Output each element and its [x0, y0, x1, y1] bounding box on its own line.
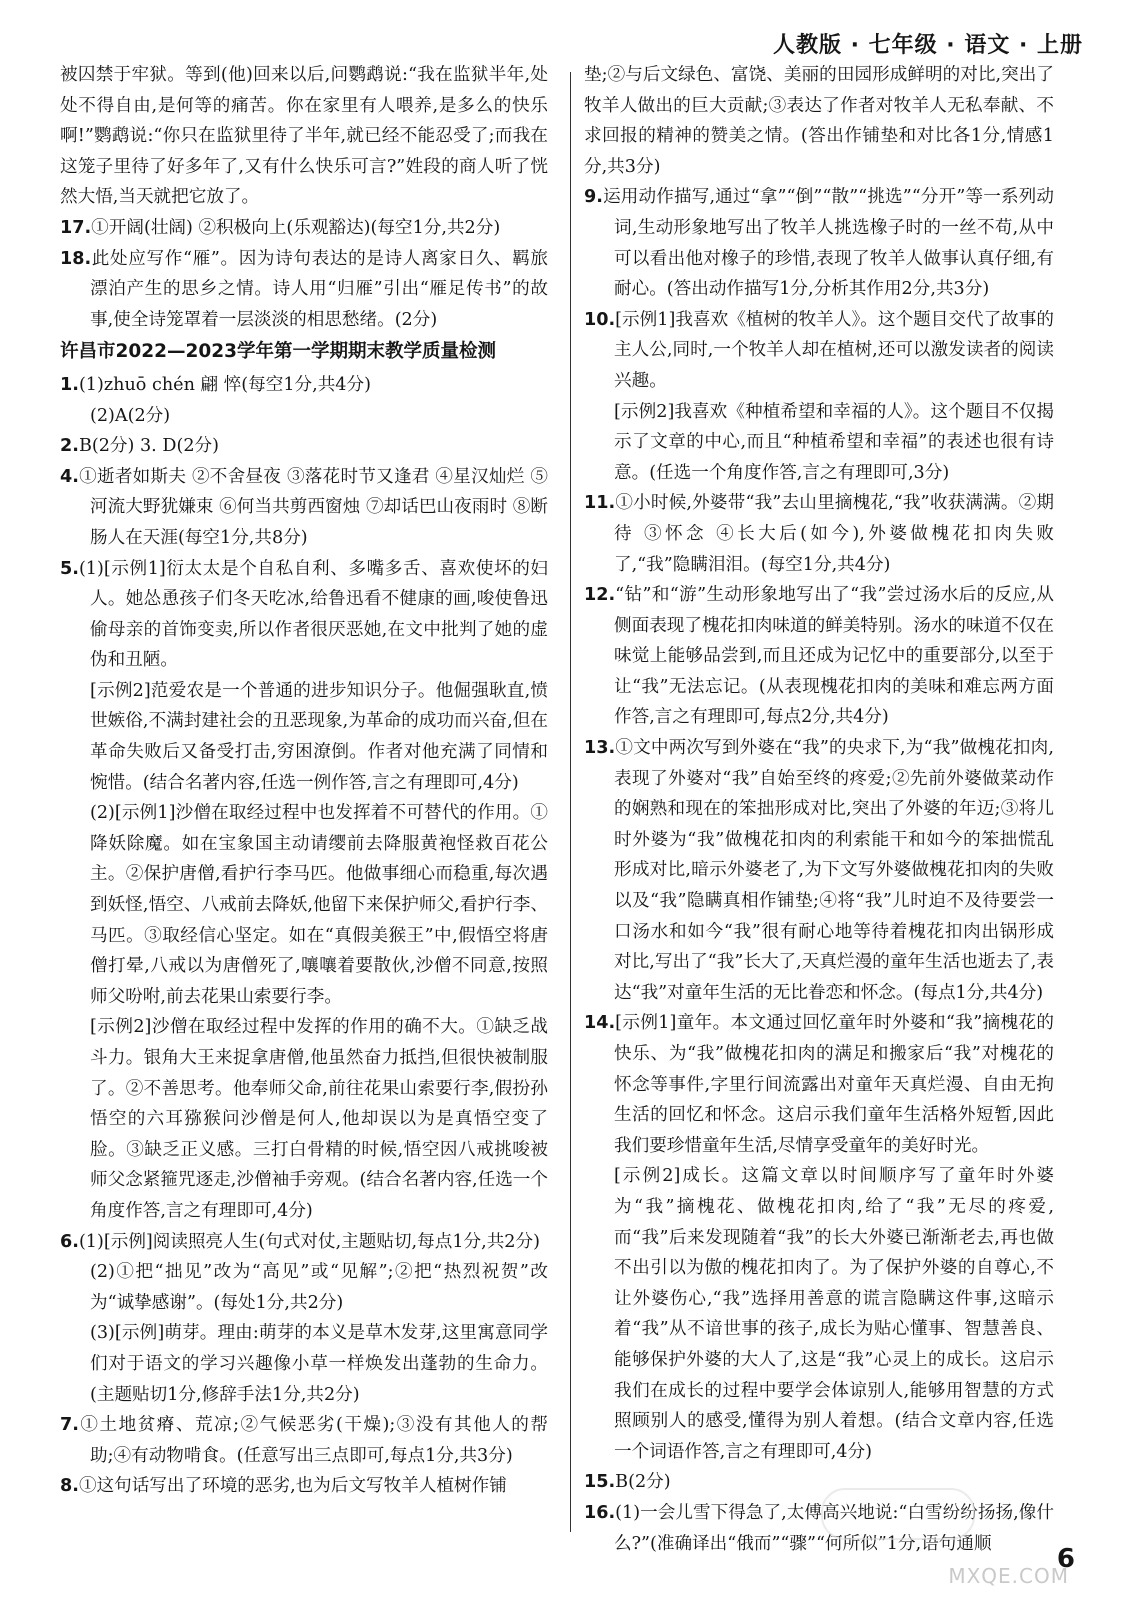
answer-subitem: (2)A(2分): [90, 405, 171, 426]
question-number: 8.: [60, 1476, 79, 1497]
answer-item: [60, 431, 548, 462]
answer-subitem: [示例2]范爱农是一个普通的进步知识分子。他倔强耿直,愤世嫉俗,不满封建社会的丑恶现象,为革命的成功而兴奋,但在革命失败后又备受打击,穷困潦倒。作者对他充满了同情和惋惜。(结合名著内容,任选一例作答,言之有理即可,4分): [90, 680, 548, 793]
question-number: 11.: [584, 493, 616, 514]
question-number: 16.: [584, 1502, 616, 1523]
answer-item: [584, 1008, 1054, 1161]
page-header: 人教版 · 七年级 · 语文 · 上册: [772, 33, 1083, 58]
answer-item: [60, 554, 548, 676]
answer-text: “钻”和“游”生动形象地写出了“我”尝过汤水后的反应,从侧面表现了槐花扣肉味道的鲜美特别。汤水的味道不仅在味觉上能够品尝到,而且还成为记忆中的重要部分,以至于让“我”无法忘记。(从表现槐花扣肉的美味和难忘两方面作答,言之有理即可,每点2分,共4分): [614, 585, 1054, 728]
continued-text: 垫;②与后文绿色、富饶、美丽的田园形成鲜明的对比,突出了牧羊人做出的巨大贡献;③表达了作者对牧羊人无私奉献、不求回报的精神的赞美之情。(答出作铺垫和对比各1分,情感1分,共3分): [584, 65, 1054, 177]
question-number: 9.: [584, 187, 603, 208]
continued-text: 被囚禁于牢狱。等到(他)回来以后,问鹦鹉说:“我在监狱半年,处处不得自由,是何等的痛苦。你在家里有人喂养,是多么的快乐啊!”鹦鹉说:“你只在监狱里待了半年,就已经不能忍受了;而我在这笼子里待了好多年了,又有什么快乐可言?”姓段的商人听了恍然大悟,当天就把它放了。: [60, 65, 548, 208]
answer-text: 此处应写作“雁”。因为诗句表达的是诗人离家日久、羁旅漂泊产生的思乡之情。诗人用“归雁”引出“雁足传书”的故事,使全诗笼罩着一层淡淡的相思愁绪。(2分): [90, 248, 548, 330]
question-number: 1.: [60, 374, 79, 395]
question-number: 18.: [60, 248, 92, 269]
question-number: 5.: [60, 558, 79, 579]
answer-item: [584, 580, 1054, 733]
answer-text: (1)[示例1]衍太太是个自私自利、多嘴多舌、喜欢使坏的妇人。她怂恿孩子们冬天吃冰,给鲁迅看不健康的画,唆使鲁迅偷母亲的首饰变卖,所以作者很厌恶她,在文中批判了她的虚伪和丑陋。: [78, 558, 548, 671]
answer-item: [60, 244, 548, 336]
answer-subitem: [示例2]成长。这篇文章以时间顺序写了童年时外婆为“我”摘槐花、做槐花扣肉,给了“我”无尽的疼爱,而“我”后来发现随着“我”的长大外婆已渐渐老去,再也做不出引以为傲的槐花扣肉了。为了保护外婆的自尊心,不让外婆伤心,“我”选择用善意的谎言隐瞒这件事,这暗示着“我”从不谙世事的孩子,成长为贴心懂事、智慧善良、能够保护外婆的大人了,这是“我”心灵上的成长。这启示我们在成长的过程中要学会体谅别人,能够用智慧的方式照顾别人的感受,懂得为别人着想。(结合文章内容,任选一个词语作答,言之有理即可,4分): [614, 1166, 1054, 1462]
answer-item: [60, 1227, 548, 1258]
question-number: 7.: [60, 1415, 79, 1436]
question-number: 17.: [60, 217, 92, 238]
column-divider: [570, 72, 571, 1532]
answer-subitem: (2)①把“拙见”改为“高见”或“见解”;②把“热烈祝贺”改为“诚挚感谢”。(每处1分,共2分): [90, 1262, 548, 1313]
answer-item: [584, 1498, 1054, 1559]
answer-item: [584, 733, 1054, 1008]
answer-subitem: (3)[示例]萌芽。理由:萌芽的本义是草木发芽,这里寓意同学们对于语文的学习兴趣像小草一样焕发出蓬勃的生命力。(主题贴切1分,修辞手法1分,共2分): [90, 1323, 548, 1405]
answer-item: [584, 305, 1054, 397]
answer-item: [584, 1467, 1054, 1498]
answer-item: [60, 1471, 548, 1502]
answer-text: ①文中两次写到外婆在“我”的央求下,为“我”做槐花扣肉,表现了外婆对“我”自始至终的疼爱;②先前外婆做菜动作的娴熟和现在的笨拙形成对比,突出了外婆的年迈;③将儿时外婆为“我”做槐花扣肉的利索能干和如今的笨拙慌乱形成对比,暗示外婆老了,为下文写外婆做槐花扣肉的失败以及“我”隐瞒真相作铺垫;④将“我”儿时迫不及待要尝一口汤水和如今“我”很有耐心地等待着槐花扣肉出锅形成对比,写出了“我”长大了,天真烂漫的童年生活也逝去了,表达“我”对童年生活的无比眷恋和怀念。(每点1分,共4分): [614, 738, 1054, 1003]
watermark: MXQE.COM: [948, 1564, 1069, 1588]
answer-subitem: (2)[示例1]沙僧在取经过程中也发挥着不可替代的作用。①降妖除魔。如在宝象国主动请缨前去降服黄袍怪救百花公主。②保护唐僧,看护行李马匹。他做事细心而稳重,每次遇到妖怪,悟空、八戒前去降妖,他留下来保护师父,看护行李、马匹。③取经信心坚定。如在“真假美猴王”中,假悟空将唐僧打晕,八戒以为唐僧死了,嚷嚷着要散伙,沙僧不同意,按照师父吩咐,前去花果山索要行李。: [90, 803, 548, 1007]
watermark-seal-icon: [821, 1488, 975, 1540]
answer-text: ①小时候,外婆带“我”去山里摘槐花,“我”收获满满。②期待 ③怀念 ④长大后(如今),外婆做槐花扣肉失败了,“我”隐瞒泪泪。(每空1分,共4分): [614, 493, 1054, 575]
answer-text: (1)zhuō chén 翩 悴(每空1分,共4分): [78, 374, 371, 395]
question-number: 15.: [584, 1472, 616, 1493]
answer-subitem: [示例2]沙僧在取经过程中发挥的作用的确不大。①缺乏战斗力。银角大王来捉拿唐僧,他虽然奋力抵挡,但很快被制服了。②不善思考。他奉师父命,前往花果山索要行李,假扮孙悟空的六耳猕猴问沙僧是何人,他却误以为是真悟空变了脸。③缺乏正义感。三打白骨精的时候,悟空因八戒挑唆被师父念紧箍咒逐走,沙僧袖手旁观。(结合名著内容,任选一个角度作答,言之有理即可,4分): [90, 1017, 548, 1221]
page-number: 6: [1056, 1544, 1075, 1574]
question-number: 12.: [584, 585, 616, 606]
answer-text: ①逝者如斯夫 ②不舍昼夜 ③落花时节又逢君 ④星汉灿烂 ⑤河流大野犹嫌束 ⑥何当共剪西窗烛 ⑦却话巴山夜雨时 ⑧断肠人在天涯(每空1分,共8分): [78, 466, 548, 548]
question-number: 13.: [584, 738, 616, 759]
question-number: 10.: [584, 309, 616, 330]
answer-text: [示例1]我喜欢《植树的牧羊人》。这个题目交代了故事的主人公,同时,一个牧羊人却在植树,还可以激发读者的阅读兴趣。: [614, 309, 1054, 391]
question-number: 14.: [584, 1013, 616, 1034]
answer-text: B(2分) 3. D(2分): [78, 436, 219, 457]
section-title: 许昌市2022—2023学年第一学期期末教学质量检测: [60, 341, 496, 363]
question-number: 4.: [60, 466, 79, 487]
answer-item: [584, 182, 1054, 304]
answer-text: (1)[示例]阅读照亮人生(句式对仗,主题贴切,每点1分,共2分): [78, 1231, 540, 1252]
answer-item: [60, 1410, 548, 1471]
answer-text: B(2分): [615, 1472, 671, 1493]
answer-text: ①土地贫瘠、荒凉;②气候恶劣(干燥);③没有其他人的帮助;④有动物啃食。(任意写出三点即可,每点1分,共3分): [78, 1415, 548, 1466]
answer-text: ①开阔(壮阔) ②积极向上(乐观豁达)(每空1分,共2分): [91, 217, 501, 238]
answer-text: 运用动作描写,通过“拿”“倒”“散”“挑选”“分开”等一系列动词,生动形象地写出了牧羊人挑选橡子时的一丝不苟,从中可以看出他对橡子的珍惜,表现了牧羊人做事认真仔细,有耐心。(答出动作描写1分,分析其作用2分,共3分): [602, 187, 1054, 300]
answer-item: [584, 488, 1054, 580]
left-column: [60, 60, 548, 1502]
right-column: [584, 60, 1054, 1559]
answer-text: ①这句话写出了环境的恶劣,也为后文写牧羊人植树作铺: [78, 1476, 507, 1497]
answer-text: [示例1]童年。本文通过回忆童年时外婆和“我”摘槐花的快乐、为“我”做槐花扣肉的满足和搬家后“我”对槐花的怀念等事件,字里行间流露出对童年天真烂漫、自由无拘生活的回忆和怀念。这启示我们童年生活格外短暂,因此我们要珍惜童年生活,尽情享受童年的美好时光。: [614, 1013, 1054, 1156]
answer-item: [60, 370, 548, 401]
question-number: 2.: [60, 436, 79, 457]
answer-subitem: [示例2]我喜欢《种植希望和幸福的人》。这个题目不仅揭示了文章的中心,而且“种植希望和幸福”的表述也很有诗意。(任选一个角度作答,言之有理即可,3分): [614, 401, 1054, 483]
question-number: 6.: [60, 1231, 79, 1252]
answer-item: [60, 213, 548, 244]
answer-item: [60, 462, 548, 554]
answer-text: (1)一会儿雪下得急了,太傅高兴地说:“白雪纷纷扬扬,像什么?”(准确译出“俄而”“骤”“何所似”1分,语句通顺: [614, 1502, 1054, 1554]
